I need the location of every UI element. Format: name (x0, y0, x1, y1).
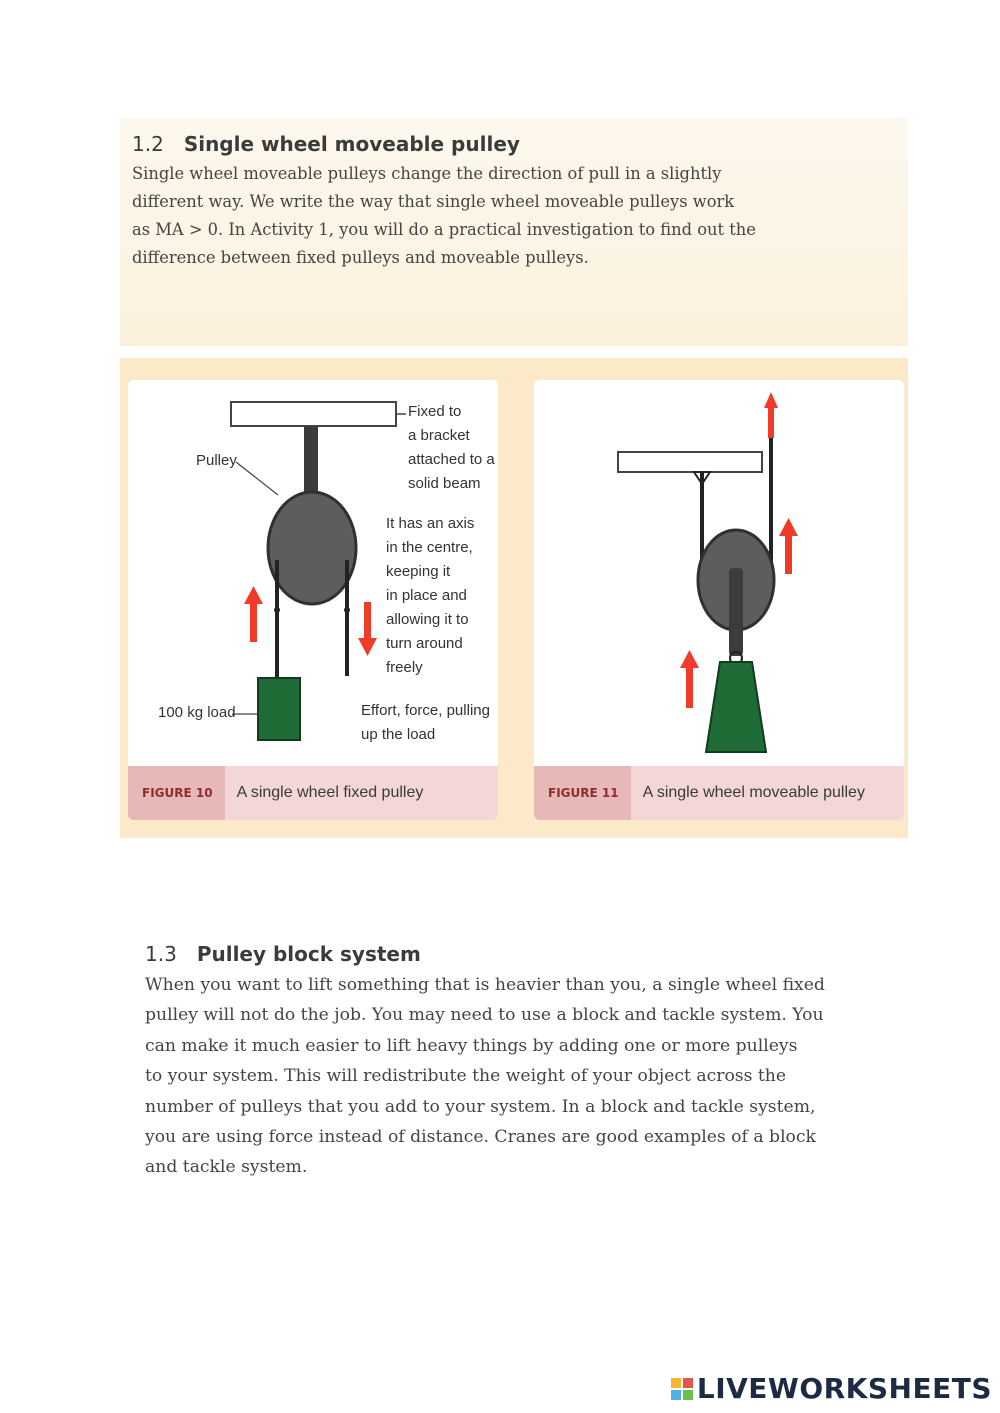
axis-label-line: turn around (386, 635, 463, 652)
up-arrow-icon (779, 518, 798, 574)
body-line: When you want to lift something that is heavier than you, a single wheel fixed (145, 975, 825, 995)
figure-11-caption-text: A single wheel moveable pulley (642, 784, 865, 801)
pulley-wheel (268, 492, 356, 604)
figure-10-caption-text: A single wheel fixed pulley (236, 784, 424, 801)
axis-label-line: in place and (386, 587, 467, 604)
liveworksheets-logo-icon (671, 1378, 693, 1400)
figure-11-caption (534, 766, 904, 820)
body-line: you are using force instead of distance. Cranes are good examples of a block (145, 1127, 816, 1148)
body-line: difference between fixed pulleys and moveable pulleys. (132, 248, 589, 267)
fixed-label (408, 400, 495, 496)
down-arrow-icon (358, 602, 377, 656)
body-line: to your system. This will redistribute the weight of your object across the (145, 1066, 787, 1087)
figure-10-caption (128, 766, 498, 820)
section-1-2-body (132, 160, 756, 272)
body-line: different way. We write the way that single wheel moveable pulleys work (132, 192, 735, 211)
up-arrow-icon (764, 392, 778, 438)
rope-knot (344, 607, 350, 613)
beam (618, 452, 762, 472)
section-1-3-heading (145, 942, 421, 966)
moveable-pulley-diagram (534, 380, 904, 766)
figure-11-label: FIGURE 11 (534, 766, 631, 820)
effort-label-line: Effort, force, pulling (361, 702, 490, 719)
effort-label-line: up the load (361, 726, 436, 743)
body-line: as MA > 0. In Activity 1, you will do a practical investigation to find out the (132, 220, 756, 239)
body-line: and tackle system. (145, 1157, 308, 1178)
beam (231, 402, 396, 426)
load-block (706, 662, 766, 752)
rope-knot (274, 607, 280, 613)
body-line: number of pulleys that you add to your system. In a block and tackle system, (145, 1096, 816, 1117)
logo-square (671, 1378, 681, 1388)
section-1-3-number: 1.3 (145, 942, 177, 966)
axis-label (386, 512, 474, 680)
fixed-label-line: a bracket (408, 427, 470, 444)
fixed-label-line: Fixed to (408, 403, 462, 420)
section-1-2-number: 1.2 (132, 132, 164, 156)
pulley-label: Pulley (196, 452, 237, 469)
effort-label (361, 699, 490, 747)
section-1-2-title: Single wheel moveable pulley (183, 132, 520, 156)
load-block (258, 678, 300, 740)
pulley-pointer (236, 462, 278, 495)
fixed-label-line: solid beam (408, 475, 481, 492)
logo-square (683, 1390, 693, 1400)
body-line: Single wheel moveable pulleys change the direction of pull in a slightly (132, 164, 722, 183)
axis-label-line: keeping it (386, 563, 451, 580)
up-arrow-icon (244, 586, 263, 642)
fixed-label-line: attached to a (408, 451, 495, 468)
logo-square (671, 1390, 681, 1400)
liveworksheets-brand (671, 1372, 992, 1405)
axis-label-line: allowing it to (386, 611, 469, 628)
pulley-hanger (729, 568, 743, 656)
figure-10-panel (128, 380, 498, 820)
section-1-3-title: Pulley block system (196, 942, 421, 966)
load-label: 100 kg load (158, 704, 236, 721)
logo-square (683, 1378, 693, 1388)
section-1-3-body (145, 970, 825, 1183)
body-line: pulley will not do the job. You may need to use a block and tackle system. You (145, 1005, 824, 1026)
axis-label-line: freely (386, 659, 423, 676)
axis-label-line: It has an axis (386, 515, 475, 532)
section-1-2-heading (132, 132, 520, 156)
axis-label-line: in the centre, (386, 539, 473, 556)
figure-10-label: FIGURE 10 (128, 766, 225, 820)
brand-text: LIVEWORKSHEETS (696, 1372, 992, 1405)
body-line: can make it much easier to lift heavy things by adding one or more pulleys (145, 1035, 798, 1056)
up-arrow-icon (680, 650, 699, 708)
figure-11-panel (534, 380, 904, 820)
